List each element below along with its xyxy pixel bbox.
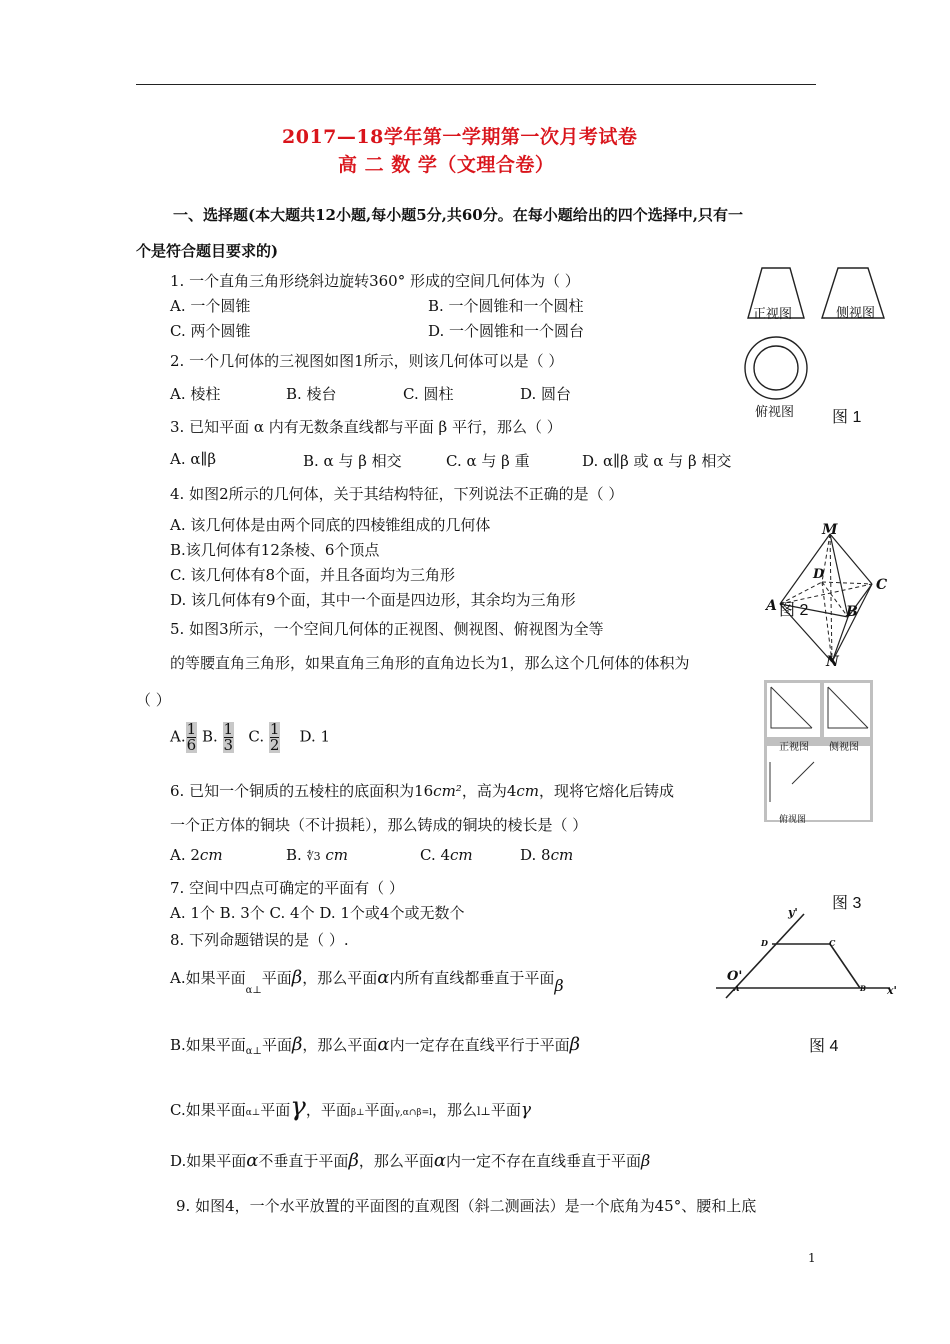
q8-c-line: l⊥: [477, 1105, 491, 1118]
q3-option-b: B. α 与 β 相交: [303, 452, 402, 470]
q5-c-fraction: [269, 722, 281, 753]
q8-c-plane: 平面: [260, 1101, 291, 1119]
fig2-vertex-a: A: [766, 598, 777, 614]
q5-c-den: 2: [269, 736, 280, 754]
q4-option-a: A. 该几何体是由两个同底的四棱锥组成的几何体: [170, 516, 491, 534]
q5-b-den: 3: [223, 736, 234, 754]
fig4-label: 图 4: [809, 1038, 839, 1055]
q6-stem-2: 一个正方体的铜块（不计损耗），那么铸成的铜块的棱长是（ ）: [170, 816, 588, 834]
q8-c-cond: γ,α∩β=l: [394, 1108, 433, 1118]
q2-option-b: B. 棱台: [286, 385, 337, 403]
fig4-leg: [830, 944, 860, 988]
fig2-label: 图 2: [779, 602, 809, 619]
fig1-top-caption: 俯视图: [755, 405, 795, 420]
fig2-vertex-m: M: [822, 522, 838, 538]
fig2-vertex-c: C: [876, 577, 888, 593]
title-line-2: 高 二 数 学（文理合卷）: [338, 154, 555, 176]
q7-options: A. 1个 B. 3个 C. 4个 D. 1个或4个或无数个: [170, 904, 465, 922]
q8-b-alpha: α: [377, 1034, 390, 1055]
figure-4-drawing: [712, 906, 902, 1010]
fig3-side-tile: [824, 683, 870, 737]
fig4-y-label: y': [788, 906, 798, 919]
q8-stem: 8. 下列命题错误的是（ ）.: [170, 931, 349, 949]
q6-option-b: [286, 846, 348, 864]
fig1-side-caption: 侧视图: [836, 306, 876, 321]
q6-option-a: [170, 846, 223, 864]
q5-paren: （ ）: [136, 691, 171, 709]
header-rule: [136, 84, 816, 85]
q6-c-unit: cm: [450, 846, 473, 864]
q6-d-unit: cm: [550, 846, 574, 864]
q3-stem: 3. 已知平面 α 内有无数条直线都与平面 β 平行，那么（ ）: [170, 418, 562, 436]
fig2-vertex-n: N: [826, 654, 839, 670]
q5-a-num: 1: [186, 720, 197, 738]
q8-a-pre: A.如果平面: [170, 969, 246, 987]
q1-option-c: C. 两个圆锥: [170, 322, 251, 340]
q9-stem: 9. 如图4，一个水平放置的平面图的直观图（斜二测画法）是一个底角为45°、腰和上底: [176, 1197, 757, 1215]
q8-c-perp-2: β⊥: [350, 1108, 365, 1118]
q6-d-text: D. 8: [520, 846, 551, 864]
fig2-edge-cn: [832, 584, 872, 662]
fig2-edge-mc: [830, 534, 872, 584]
q3-option-a: A. α∥β: [170, 450, 217, 468]
q5-option-d: D. 1: [299, 727, 331, 746]
q8-d-alpha-2: α: [433, 1150, 447, 1171]
q8-d-beta: β: [348, 1150, 359, 1171]
q5-c-label: C.: [248, 727, 265, 746]
q1-option-b: B. 一个圆锥和一个圆柱: [428, 297, 584, 315]
q6-c-text: C. 4: [420, 846, 451, 864]
q8-a-post: ，那么平面: [302, 969, 378, 987]
q8-a-alpha: α: [377, 967, 390, 988]
q8-a-beta: β: [291, 967, 303, 988]
q5-b-label: B.: [201, 727, 218, 746]
q8-b-perp: α⊥: [245, 1046, 262, 1057]
q8-a-plane: 平面: [261, 969, 292, 987]
section-heading-b: 个是符合题目要求的): [136, 242, 279, 260]
q8-d-pre: D.如果平面: [170, 1152, 247, 1170]
q6-option-d: [520, 846, 573, 864]
fig4-x-label: x': [887, 984, 897, 997]
fig4-origin-label: O': [727, 969, 743, 984]
q8-c-pre: C.如果平面: [170, 1101, 246, 1119]
fig2-edge-dc: [822, 582, 872, 584]
q3-option-c: C. α 与 β 重: [446, 452, 530, 470]
q8-option-c: [170, 1092, 531, 1122]
q8-b-beta: β: [291, 1034, 303, 1055]
q6-unit-cm2: cm²: [433, 782, 462, 800]
fig1-label: 图 1: [832, 409, 862, 426]
section-heading-a: 一、选择题(本大题共12小题,每小题5分,共60分。在每小题给出的四个选择中,只有一: [173, 206, 743, 224]
q8-b-post: ，那么平面: [302, 1036, 378, 1054]
q6-stem-pre: 6. 已知一个铜质的五棱柱的底面积为16: [170, 782, 434, 800]
q4-option-c: C. 该几何体有8个面，并且各面均为三角形: [170, 566, 456, 584]
q8-c-plane-3: 平面: [364, 1101, 395, 1119]
fig4-point-d: D: [761, 938, 768, 948]
fig3-label: 图 3: [832, 895, 862, 912]
q8-c-gamma-2: γ: [520, 1100, 532, 1120]
fig3-top-caption: 俯视图: [779, 815, 807, 825]
page-number: 1: [808, 1251, 816, 1265]
q8-b-pre: B.如果平面: [170, 1036, 246, 1054]
q6-unit-cm: cm: [516, 782, 539, 800]
q6-stem-1: [170, 780, 674, 801]
q1-stem: 1. 一个直角三角形绕斜边旋转360° 形成的空间几何体为（ ）: [170, 272, 580, 290]
q6-a-unit: cm: [199, 846, 223, 864]
fig2-axis-mn: [830, 534, 832, 662]
q8-c-then: ，那么: [432, 1101, 478, 1119]
q2-option-a: A. 棱柱: [170, 385, 221, 403]
q2-option-d: D. 圆台: [520, 385, 572, 403]
fig2-vertex-d: D: [813, 567, 825, 582]
q6-a-text: A. 2: [170, 846, 200, 864]
fig1-front-caption: 正视图: [753, 307, 793, 322]
q5-b-num: 1: [223, 720, 234, 738]
q8-b-end: 内一定存在直线平行于平面: [389, 1036, 570, 1054]
q1-option-d: D. 一个圆锥和一个圆台: [428, 322, 585, 340]
q8-option-d: [170, 1150, 650, 1171]
q5-c-num: 1: [269, 720, 280, 738]
q2-stem: 2. 一个几何体的三视图如图1所示，则该几何体可以是（ ）: [170, 352, 564, 370]
q5-a-fraction: [186, 722, 198, 753]
q5-a-label: A.: [170, 727, 186, 746]
q6-option-c: [420, 846, 473, 864]
q5-stem-2: 的等腰直角三角形，如果直角三角形的直角边长为1，那么这个几何体的体积为: [170, 654, 690, 672]
q2-option-c: C. 圆柱: [403, 385, 454, 403]
fig4-point-b: B: [860, 984, 866, 993]
q8-c-plane-2: ，平面: [305, 1101, 351, 1119]
q7-stem: 7. 空间中四点可确定的平面有（ ）: [170, 879, 404, 897]
fig4-point-c: C: [829, 938, 836, 948]
q8-b-beta-2: β: [569, 1034, 580, 1055]
fig4-point-a: A: [734, 984, 740, 993]
q5-options: [170, 722, 330, 753]
q8-c-plane-4: 平面: [490, 1101, 521, 1119]
fig1-inner-circle: [754, 346, 798, 390]
q8-d-beta-2: β: [641, 1151, 651, 1170]
q4-stem: 4. 如图2所示的几何体，关于其结构特征，下列说法不正确的是（ ）: [170, 485, 624, 503]
q8-b-plane: 平面: [261, 1036, 292, 1054]
q6-b-unit: cm: [325, 846, 348, 864]
title-line-1: 2017—18学年第一学期第一次月考试卷: [282, 126, 638, 148]
q4-option-d: D. 该几何体有9个面，其中一个面是四边形，其余均为三角形: [170, 591, 576, 609]
fig3-front-caption: 正视图: [779, 742, 809, 753]
q8-c-perp: α⊥: [245, 1108, 261, 1118]
q8-a-beta-2: β: [554, 976, 564, 995]
fig3-side-caption: 侧视图: [829, 742, 859, 753]
q6-stem-post: ，现将它熔化后铸成: [538, 782, 674, 800]
q5-stem-1: 5. 如图3所示，一个空间几何体的正视图、侧视图、俯视图为全等: [170, 620, 604, 638]
q8-c-gamma: γ: [290, 1092, 306, 1122]
q6-stem-mid: ，高为4: [461, 782, 517, 800]
q1-option-a: A. 一个圆锥: [170, 297, 251, 315]
q8-d-end: 内一定不存在直线垂直于平面: [446, 1152, 642, 1170]
q8-d-not-perp: 不垂直于平面: [258, 1152, 349, 1170]
q8-a-end: 内所有直线都垂直于平面: [389, 969, 555, 987]
q8-d-then: ，那么平面: [358, 1152, 434, 1170]
q8-a-perp: α⊥: [245, 985, 262, 996]
q8-option-b: [170, 1034, 580, 1055]
fig3-top-tile: [767, 746, 870, 820]
q4-option-b: B.该几何体有12条棱、6个顶点: [170, 541, 380, 559]
q6-b-text: B.: [286, 846, 302, 864]
q5-a-den: 6: [186, 736, 197, 754]
figure-4: [712, 906, 902, 1010]
q5-b-fraction: [223, 722, 235, 753]
q8-d-alpha: α: [246, 1150, 259, 1171]
fig2-vertex-b: B: [846, 604, 858, 620]
q6-b-value: ∜3: [306, 850, 321, 863]
q3-option-d: D. α∥β 或 α 与 β 相交: [582, 452, 732, 470]
q8-option-a: [170, 967, 564, 996]
